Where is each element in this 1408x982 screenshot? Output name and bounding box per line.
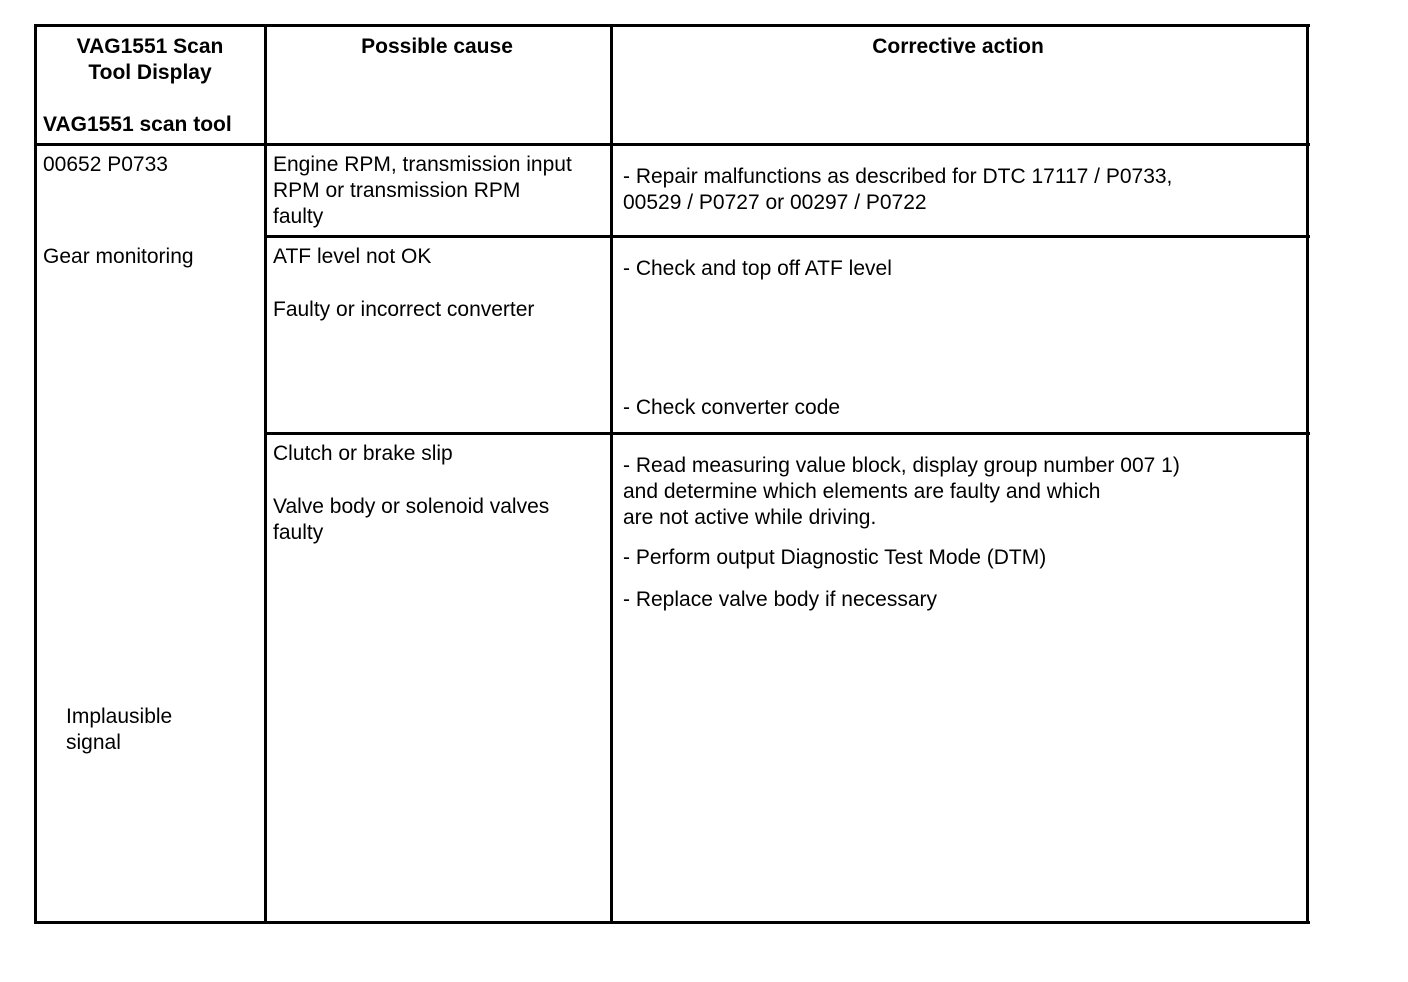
column-divider-1 [264, 24, 267, 924]
row1-cause-line2: RPM or transmission RPM [273, 179, 521, 202]
row2-cause-line1: ATF level not OK [273, 245, 432, 268]
dtc-code: 00652 P0733 [43, 153, 168, 176]
table-border-top [34, 24, 1310, 27]
row3-action-line2: and determine which elements are faulty and which [623, 480, 1101, 503]
row1-cause-line3: faulty [273, 205, 324, 228]
header-divider [34, 143, 1310, 146]
row3-action-line3: are not active while driving. [623, 506, 877, 529]
row3-action-line4: - Perform output Diagnostic Test Mode (DTM) [623, 546, 1047, 569]
row-divider-1 [264, 235, 1310, 238]
header-corrective-action: Corrective action [872, 35, 1044, 58]
dtc-description: Gear monitoring [43, 245, 194, 268]
row3-action-line1: - Read measuring value block, display group number 007 1) [623, 454, 1180, 477]
row3-cause-line1: Clutch or brake slip [273, 442, 453, 465]
row1-cause-line1: Engine RPM, transmission input [273, 153, 572, 176]
table-border-bottom [34, 921, 1310, 924]
row-divider-2 [264, 432, 1310, 435]
header-possible-cause: Possible cause [361, 35, 513, 58]
row2-action-line1: - Check and top off ATF level [623, 257, 892, 280]
signal-label-line1: Implausible [66, 705, 173, 728]
table-border-left [34, 24, 37, 924]
header-scan-tool-display-line2: Tool Display [88, 61, 212, 84]
header-scan-tool-sub: VAG1551 scan tool [43, 113, 232, 136]
table-border-right [1306, 24, 1309, 924]
row1-action-line2: 00529 / P0727 or 00297 / P0722 [623, 191, 927, 214]
row1-action-line1: - Repair malfunctions as described for DTC 17117 / P0733, [623, 165, 1173, 188]
header-scan-tool-display-line1: VAG1551 Scan [76, 35, 224, 58]
row2-cause-line2: Faulty or incorrect converter [273, 298, 535, 321]
row2-action-line2: - Check converter code [623, 396, 841, 419]
signal-label-line2: signal [66, 731, 121, 754]
column-divider-2 [610, 24, 613, 924]
row3-cause-line3: faulty [273, 521, 324, 544]
row3-action-line5: - Replace valve body if necessary [623, 588, 937, 611]
row3-cause-line2: Valve body or solenoid valves [273, 495, 550, 518]
